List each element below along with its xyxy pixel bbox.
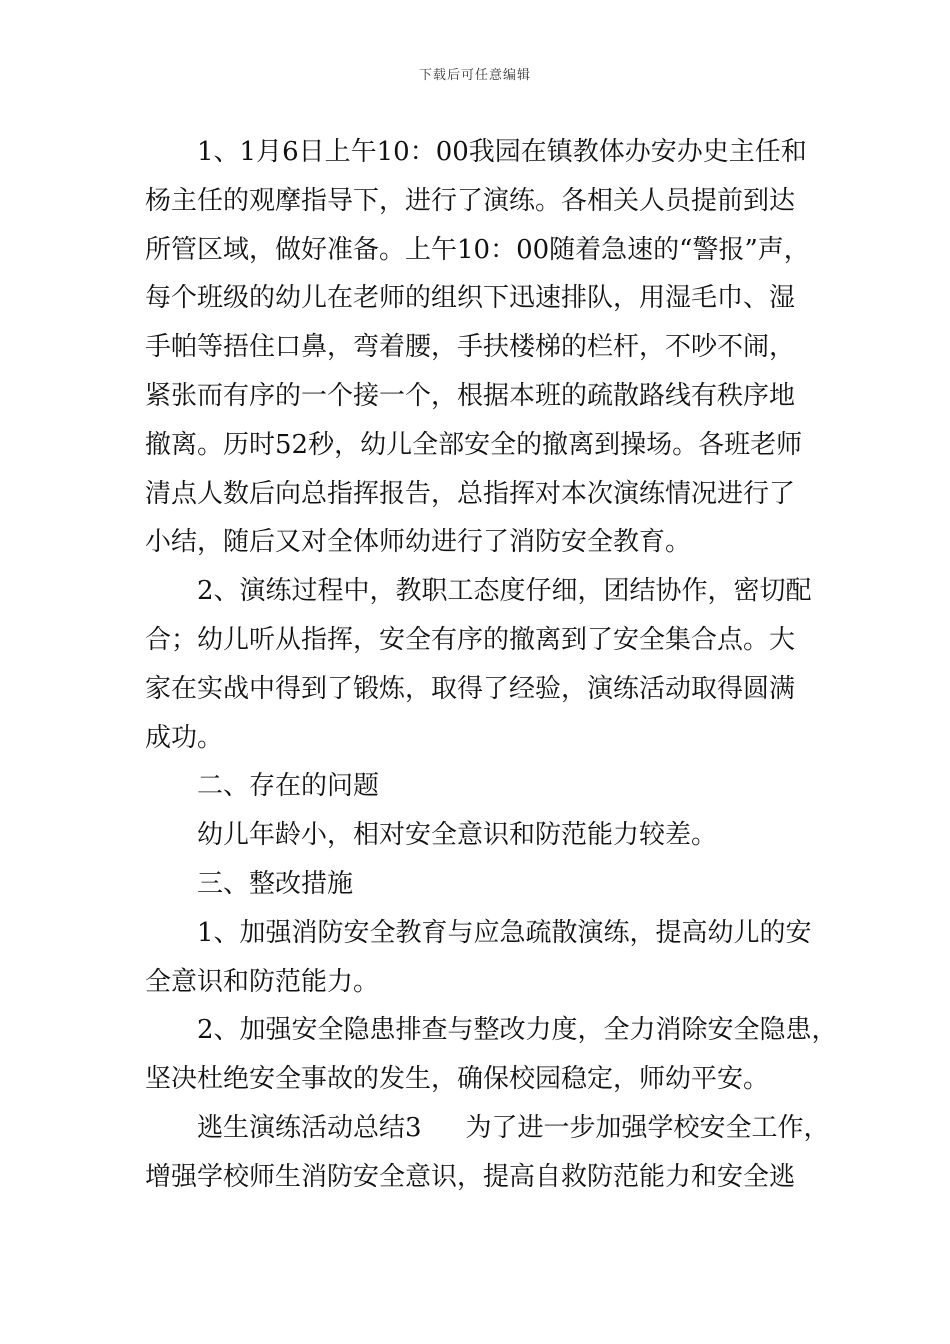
paragraph-line: 2、演练过程中，教职工态度仔细，团结协作，密切配 xyxy=(197,576,812,607)
paragraph-line: 1、1月6日上午10：00我园在镇教体办安办史主任和 xyxy=(197,137,807,167)
paragraph-line: 2、加强安全隐患排查与整改力度，全力消除安全隐患， xyxy=(197,1015,838,1046)
paragraph-line: 紧张而有序的一个接一个，根据本班的疏散路线有秩序地 xyxy=(145,380,796,411)
paragraph-line: 1、加强消防安全教育与应急疏散演练，提高幼儿的安 xyxy=(197,917,812,948)
paragraph-line: 清点人数后向总指挥报告，总指挥对本次演练情况进行了 xyxy=(145,478,796,509)
section-heading: 二、存在的问题 xyxy=(197,771,380,802)
subsection-title: 逃生演练活动总结3 xyxy=(197,1112,422,1143)
section-heading: 三、整改措施 xyxy=(197,868,354,899)
paragraph-line: 增强学校师生消防安全意识，提高自救防范能力和安全逃 xyxy=(145,1161,796,1192)
paragraph-line: 幼儿年龄小，相对安全意识和防范能力较差。 xyxy=(197,820,718,851)
paragraph-line: 每个班级的幼儿在老师的组织下迅速排队，用湿毛巾、湿 xyxy=(145,283,796,314)
paragraph-line: 所管区域，做好准备。上午10：00随着急速的“警报”声， xyxy=(145,234,810,265)
paragraph-line: 杨主任的观摩指导下，进行了演练。各相关人员提前到达 xyxy=(145,185,796,216)
paragraph-line: 手帕等捂住口鼻，弯着腰，手扶楼梯的栏杆，不吵不闹， xyxy=(145,332,796,363)
paragraph-line: 合；幼儿听从指挥，安全有序的撤离到了安全集合点。大 xyxy=(145,624,796,655)
paragraph-line: 家在实战中得到了锻炼，取得了经验，演练活动取得圆满 xyxy=(145,673,796,704)
document-body xyxy=(145,128,838,1202)
paragraph-line: 成功。 xyxy=(145,722,224,753)
page-header: 下载后可任意编辑 xyxy=(418,68,531,83)
paragraph-text: 为了进一步加强学校安全工作， xyxy=(465,1112,830,1143)
paragraph-line: 小结，随后又对全体师幼进行了消防安全教育。 xyxy=(145,527,692,558)
paragraph-line: 坚决杜绝安全事故的发生，确保校园稳定，师幼平安。 xyxy=(145,1064,770,1095)
paragraph-line: 全意识和防范能力。 xyxy=(145,966,380,997)
paragraph-line xyxy=(145,1104,830,1153)
paragraph-line: 撤离。历时52秒，幼儿全部安全的撤离到操场。各班老师 xyxy=(145,429,803,460)
